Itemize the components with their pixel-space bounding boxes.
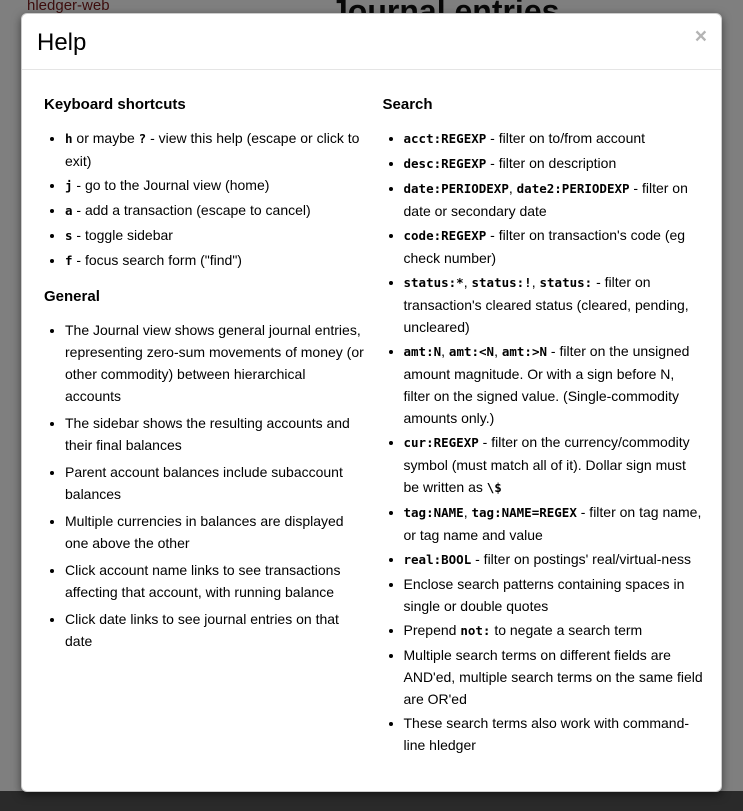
list-item: • tag:NAME, tag:NAME=REGEX - filter on tag name, or tag name and value: [404, 501, 704, 546]
modal-title: Help: [37, 29, 87, 56]
code-term: date:PERIODEXP: [403, 181, 509, 196]
list-item: • acct:REGEXP - filter on to/from account: [404, 127, 704, 150]
list-item: • Enclose search patterns containing spaces in single or double quotes: [404, 573, 704, 617]
code-term: tag:NAME: [403, 505, 464, 520]
code-term: amt:N: [403, 344, 442, 359]
close-icon[interactable]: ×: [694, 25, 707, 48]
code-term: s: [65, 228, 73, 243]
list-item: • Multiple currencies in balances are displayed one above the other: [65, 510, 365, 554]
search-list: [377, 127, 704, 756]
section-heading-general: General: [44, 288, 100, 305]
list-item: • Click date links to see journal entries on that date: [65, 608, 365, 652]
general-list: [38, 319, 365, 652]
code-term: \$: [486, 480, 502, 495]
keyboard-shortcuts-list: [38, 127, 365, 272]
left-column: [38, 84, 365, 771]
list-item: • h or maybe ? - view this help (escape or click to exit): [65, 127, 365, 172]
code-term: j: [65, 178, 73, 193]
code-term: acct:REGEXP: [403, 131, 487, 146]
list-item: • s - toggle sidebar: [65, 224, 365, 247]
list-item: • date:PERIODEXP, date2:PERIODEXP - filter on date or secondary date: [404, 177, 704, 222]
list-item: • f - focus search form ("find"): [65, 249, 365, 272]
code-term: f: [65, 253, 73, 268]
code-term: amt:>N: [501, 344, 548, 359]
list-item: • Parent account balances include subaccount balances: [65, 461, 365, 505]
code-term: h: [65, 131, 73, 146]
help-modal: [21, 13, 722, 792]
list-item: • amt:N, amt:<N, amt:>N - filter on the unsigned amount magnitude. Or with a sign before N, filter on the signed value. (Single-commodity amounts only.): [404, 340, 704, 429]
code-term: status:: [539, 275, 593, 290]
right-column: [377, 84, 704, 771]
code-term: a: [65, 203, 73, 218]
code-term: tag:NAME=REGEX: [471, 505, 577, 520]
code-term: desc:REGEXP: [403, 156, 487, 171]
code-term: cur:REGEXP: [403, 435, 479, 450]
list-item: • Prepend not: to negate a search term: [404, 619, 704, 642]
code-term: ?: [138, 131, 147, 146]
code-term: not:: [460, 623, 491, 638]
section-heading-search: Search: [382, 96, 433, 113]
code-term: date2:PERIODEXP: [516, 181, 630, 196]
list-item: • The sidebar shows the resulting accounts and their final balances: [65, 412, 365, 456]
code-term: real:BOOL: [403, 552, 472, 567]
list-item: • The Journal view shows general journal entries, representing zero-sum movements of money (or other commodity) between hierarchical accounts: [65, 319, 365, 407]
section-heading-keyboard-shortcuts: Keyboard shortcuts: [44, 96, 186, 113]
code-term: amt:<N: [448, 344, 495, 359]
list-item: • Click account name links to see transactions affecting that account, with running balance: [65, 559, 365, 603]
list-item: • Multiple search terms on different fields are AND'ed, multiple search terms on the same field are OR'ed: [404, 644, 704, 710]
code-term: code:REGEXP: [403, 228, 487, 243]
list-item: • a - add a transaction (escape to cancel): [65, 199, 365, 222]
list-item: • status:*, status:!, status: - filter on transaction's cleared status (cleared, pending, uncleared): [404, 271, 704, 338]
code-term: status:*: [403, 275, 464, 290]
modal-body: [22, 70, 721, 791]
code-term: status:!: [471, 275, 532, 290]
list-item: • desc:REGEXP - filter on description: [404, 152, 704, 175]
list-item: • These search terms also work with command-line hledger: [404, 712, 704, 756]
list-item: • j - go to the Journal view (home): [65, 174, 365, 197]
list-item: • cur:REGEXP - filter on the currency/commodity symbol (must match all of it). Dollar sign must be written as \$: [404, 431, 704, 499]
list-item: • real:BOOL - filter on postings' real/virtual-ness: [404, 548, 704, 571]
list-item: • code:REGEXP - filter on transaction's code (eg check number): [404, 224, 704, 269]
modal-header: [22, 14, 721, 70]
